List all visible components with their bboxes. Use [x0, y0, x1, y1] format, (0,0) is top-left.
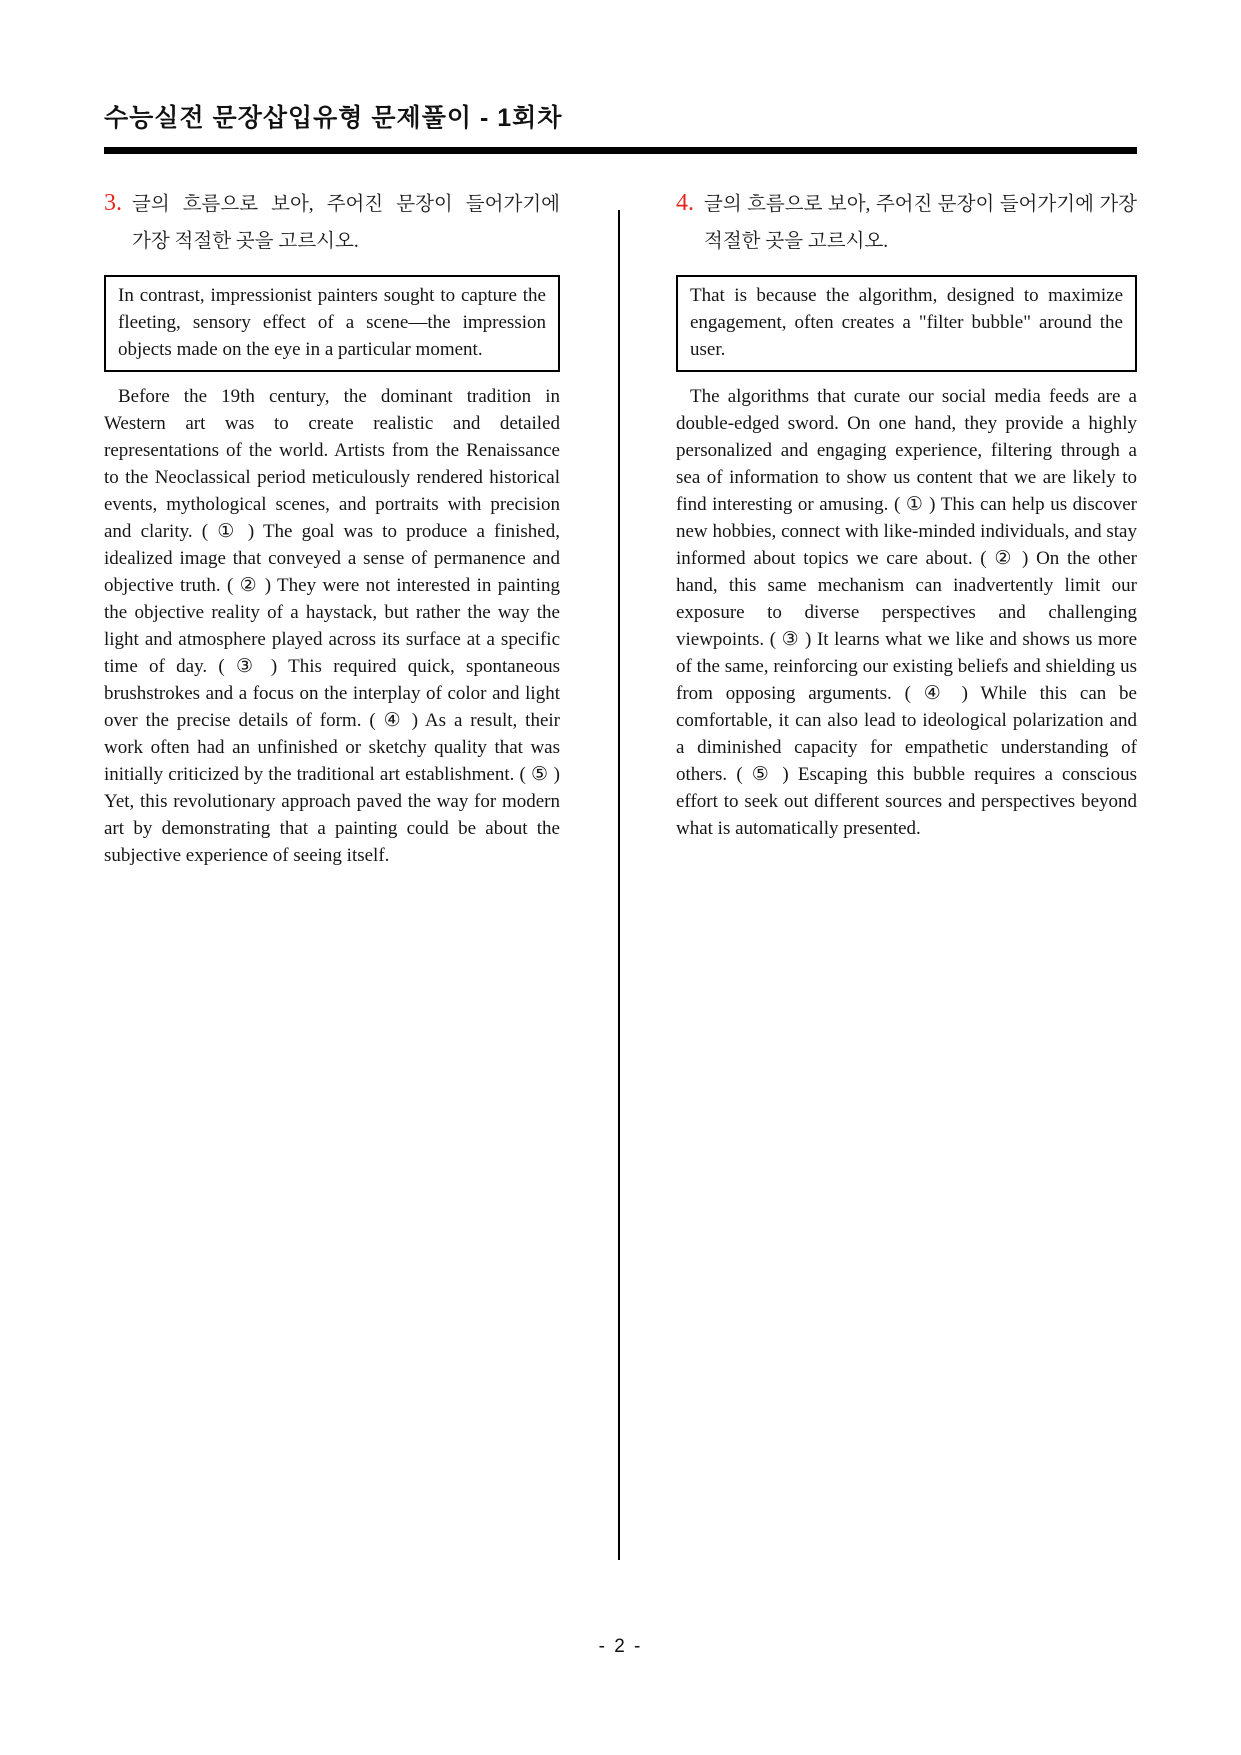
question-4-passage: The algorithms that curate our social media feeds are a double-edged sword. On one hand, they provide a highly personalized and engaging experience, filtering through a sea of information to show us content that we are likely to find interesting or amusing. ( ① ) This can help us discover new hobbies, connect with like-minded individuals, and stay informed about topics we care about. ( ② ) On the other hand, this same mechanism can inadvertently limit our exposure to diverse perspectives and challenging viewpoints. ( ③ ) It learns what we like and shows us more of the same, reinforcing our existing beliefs and shielding us from opposing arguments. ( ④ ) While this can be comfortable, it can also lead to ideological polarization and a diminished capacity for empathetic understanding of others. ( ⑤ ) Escaping this bubble requires a conscious effort to seek out different sources and perspectives beyond what is automatically presented.	[676, 386, 1137, 839]
question-3-header	[104, 186, 560, 260]
question-4-prompt: 글의 흐름으로 보아, 주어진 문장이 들어가기에 가장 적절한 곳을 고르시오.	[704, 194, 1137, 252]
question-3-section	[104, 186, 560, 1560]
question-4-given-sentence-box	[676, 275, 1137, 372]
question-3-passage: Before the 19th century, the dominant tradition in Western art was to create realistic and detailed representations of the world. Artists from the Renaissance to the Neoclassical period meticulously rendered historical events, mythological scenes, and portraits with precision and clarity. ( ① ) The goal was to produce a finished, idealized image that conveyed a sense of permanence and objective truth. ( ② ) They were not interested in painting the objective reality of a haystack, but rather the way the light and atmosphere played across its surface at a specific time of day. ( ③ ) This required quick, spontaneous brushstrokes and a focus on the interplay of color and light over the precise details of form. ( ④ ) As a result, their work often had an unfinished or sketchy quality that was initially criticized by the traditional art establishment. ( ⑤ ) Yet, this revolutionary approach paved the way for modern art by demonstrating that a painting could be about the subjective experience of seeing itself.	[104, 386, 560, 866]
question-4-header	[676, 186, 1137, 260]
page-title: 수능실전 문장삽입유형 문제풀이 - 1회차	[104, 104, 563, 132]
question-3-number: 3.	[104, 190, 122, 216]
question-3-prompt: 글의 흐름으로 보아, 주어진 문장이 들어가기에 가장 적절한 곳을 고르시오.	[132, 194, 560, 252]
page-number: - 2 -	[598, 1636, 643, 1657]
question-4-number: 4.	[676, 190, 694, 216]
page-header	[104, 98, 1137, 154]
two-column-layout	[104, 186, 1137, 1560]
question-4-given-sentence: That is because the algorithm, designed to maximize engagement, often creates a "filter bubble" around the user.	[690, 285, 1123, 360]
question-3-given-sentence: In contrast, impressionist painters sought to capture the fleeting, sensory effect of a scene—the impression objects made on the eye in a particular moment.	[118, 285, 546, 360]
header-rule	[104, 147, 1137, 154]
question-3-given-sentence-box	[104, 275, 560, 372]
question-4-section	[676, 186, 1137, 1560]
column-divider	[618, 210, 620, 1560]
